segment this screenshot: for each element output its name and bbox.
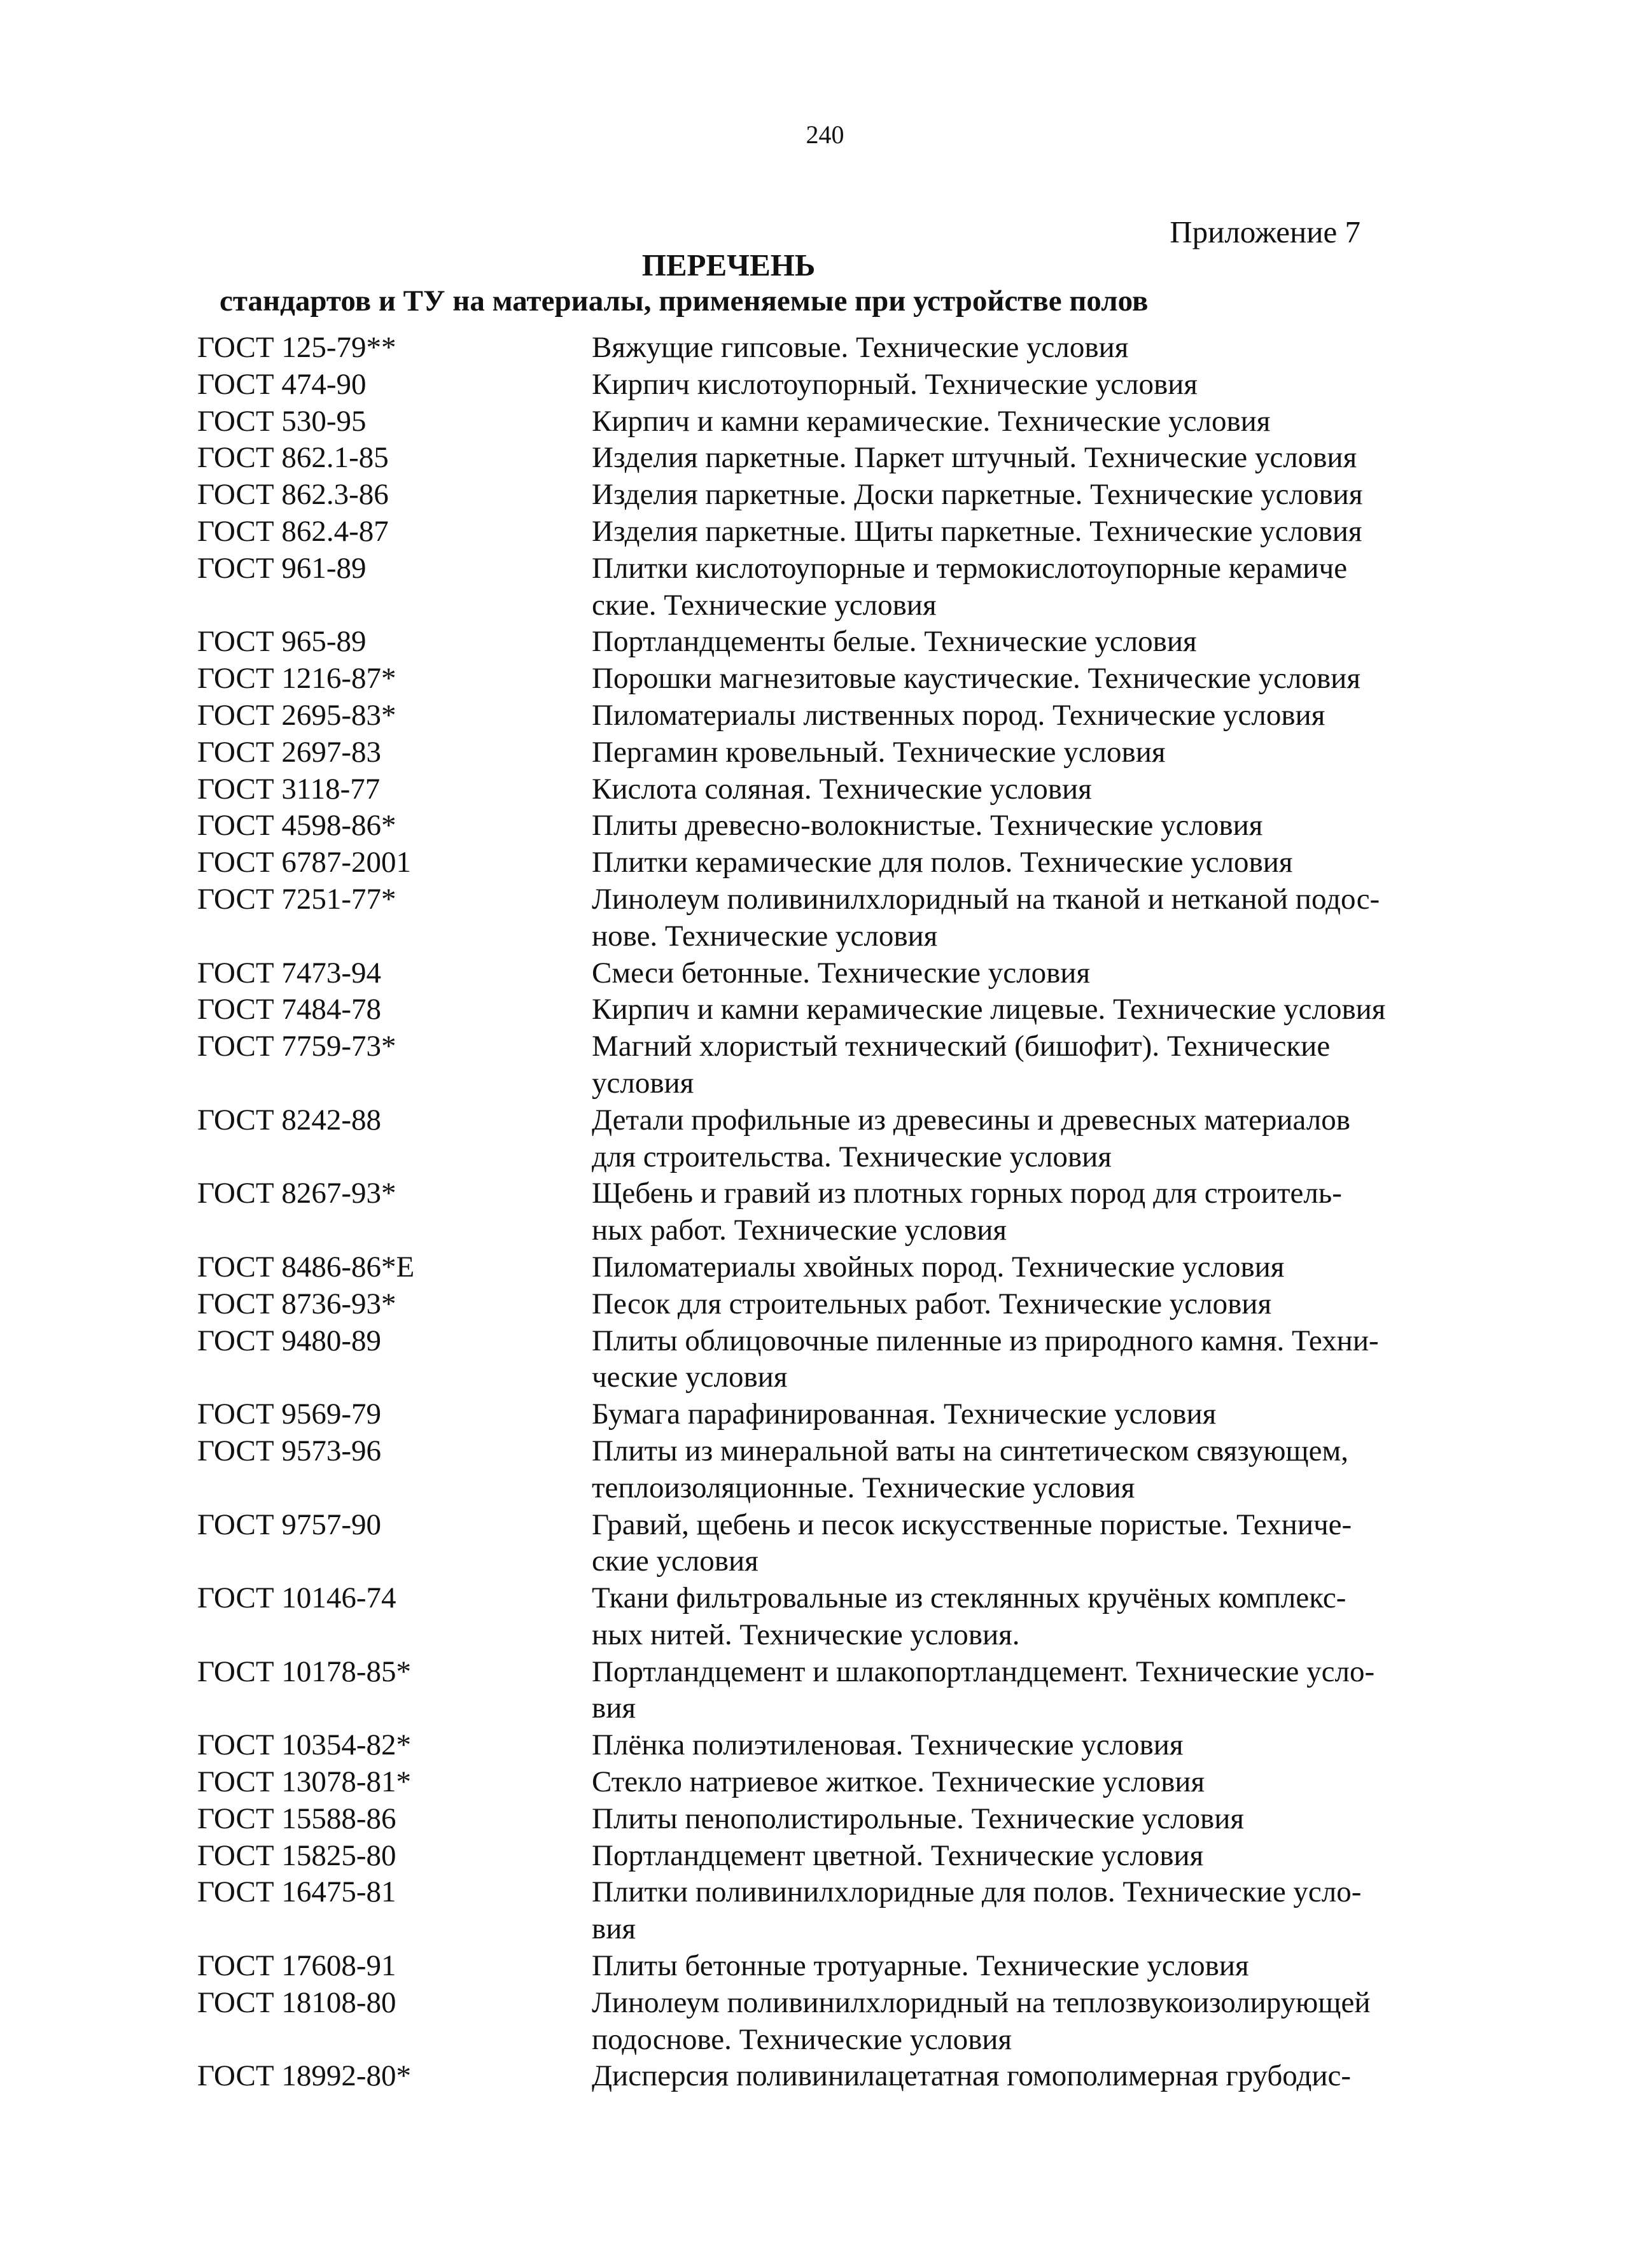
standard-entry [197, 1654, 1470, 1728]
standard-description [592, 1727, 1470, 1764]
description-line: Кирпич кислотоупорный. Технические условия [592, 367, 1198, 401]
standard-entry [197, 514, 1470, 550]
description-line: Пиломатериалы хвойных пород. Технические условия [592, 1250, 1285, 1284]
description-line: Плитки поливинилхлоридные для полов. Технические усло- [592, 1875, 1362, 1909]
description-line: вия [592, 1691, 636, 1725]
standard-description [592, 624, 1470, 661]
description-line: Плиты из минеральной ваты на синтетическом связующем, [592, 1434, 1348, 1467]
standard-code: ГОСТ 18108-80 [197, 1985, 396, 2019]
standard-code: ГОСТ 9573-96 [197, 1434, 381, 1467]
standard-entry [197, 1249, 1470, 1286]
standards-list [197, 330, 1470, 2095]
description-line: Плиты пенополистирольные. Технические условия [592, 1802, 1245, 1835]
description-line: вия [592, 1912, 636, 1946]
description-line: теплоизоляционные. Технические условия [592, 1471, 1135, 1504]
standard-description [592, 955, 1470, 992]
standard-description [592, 1507, 1470, 1581]
standard-code: ГОСТ 7251-77* [197, 882, 396, 916]
standard-description [592, 881, 1470, 955]
description-line: Пергамин кровельный. Технические условия [592, 735, 1166, 769]
standard-entry [197, 440, 1470, 477]
description-line: Плиты бетонные тротуарные. Технические условия [592, 1949, 1249, 1983]
standard-description [592, 1323, 1470, 1397]
standard-entry [197, 477, 1470, 514]
description-line: Портландцемент и шлакопортландцемент. Технические усло- [592, 1655, 1375, 1688]
standard-code: ГОСТ 9480-89 [197, 1324, 381, 1357]
standard-code: ГОСТ 8486-86*Е [197, 1250, 415, 1284]
standard-entry [197, 1727, 1470, 1764]
page-number: 240 [806, 120, 844, 149]
description-line: Изделия паркетные. Паркет штучный. Технические условия [592, 441, 1357, 475]
standard-entry [197, 2058, 1470, 2095]
standard-code: ГОСТ 2697-83 [197, 735, 381, 769]
description-line: Плитки кислотоупорные и термокислотоупорные керамиче [592, 551, 1348, 585]
standard-code: ГОСТ 17608-91 [197, 1949, 396, 1983]
description-line: условия [592, 1066, 694, 1100]
standard-description [592, 1175, 1470, 1249]
standard-description [592, 2058, 1470, 2095]
standard-description [592, 1801, 1470, 1838]
standard-description [592, 330, 1470, 367]
standard-entry [197, 1801, 1470, 1838]
standard-description [592, 1433, 1470, 1507]
description-line: ские условия [592, 1544, 759, 1578]
description-line: Плитки керамические для полов. Технические условия [592, 846, 1293, 879]
standard-description [592, 1286, 1470, 1323]
standard-entry [197, 808, 1470, 844]
description-line: подоснове. Технические условия [592, 2022, 1012, 2056]
standard-description [592, 734, 1470, 771]
standard-entry [197, 1323, 1470, 1397]
standard-entry [197, 1985, 1470, 2059]
standard-code: ГОСТ 965-89 [197, 625, 367, 659]
standard-description [592, 1249, 1470, 1286]
standard-code: ГОСТ 10354-82* [197, 1728, 411, 1762]
standard-entry [197, 403, 1470, 440]
standard-description [592, 514, 1470, 550]
description-line: Порошки магнезитовые каустические. Технические условия [592, 662, 1360, 696]
standard-entry [197, 1948, 1470, 1985]
description-line: Кирпич и камни керамические лицевые. Технические условия [592, 993, 1386, 1026]
standard-description [592, 1102, 1470, 1176]
standard-code: ГОСТ 2695-83* [197, 698, 396, 732]
standard-entry [197, 844, 1470, 881]
standard-entry [197, 991, 1470, 1028]
standard-description [592, 771, 1470, 808]
standard-code: ГОСТ 7759-73* [197, 1030, 396, 1063]
description-line: Плиты облицовочные пиленные из природного камня. Техни- [592, 1324, 1379, 1357]
description-line: Кислота соляная. Технические условия [592, 772, 1092, 806]
description-line: Линолеум поливинилхлоридный на теплозвукоизолирующей [592, 1985, 1371, 2019]
standard-code: ГОСТ 530-95 [197, 404, 367, 438]
standard-description [592, 550, 1470, 624]
standard-description [592, 991, 1470, 1028]
standard-code: ГОСТ 16475-81 [197, 1875, 396, 1909]
standard-description [592, 403, 1470, 440]
standard-description [592, 844, 1470, 881]
description-line: Дисперсия поливинилацетатная гомополимерная грубодис- [592, 2059, 1352, 2093]
standard-entry [197, 1838, 1470, 1875]
standard-code: ГОСТ 9569-79 [197, 1397, 381, 1431]
document-title: ПЕРЕЧЕНЬ [641, 248, 816, 283]
standard-code: ГОСТ 961-89 [197, 551, 367, 585]
standard-code: ГОСТ 6787-2001 [197, 846, 411, 879]
standard-entry [197, 697, 1470, 734]
standard-description [592, 1838, 1470, 1875]
standard-description [592, 1948, 1470, 1985]
standard-code: ГОСТ 8736-93* [197, 1287, 396, 1320]
standard-description [592, 440, 1470, 477]
description-line: ных работ. Технические условия [592, 1214, 1007, 1247]
standard-code: ГОСТ 10178-85* [197, 1655, 411, 1688]
standard-entry [197, 367, 1470, 403]
description-line: Стекло натриевое житкое. Технические условия [592, 1765, 1205, 1799]
standard-entry [197, 1028, 1470, 1102]
description-line: Смеси бетонные. Технические условия [592, 956, 1091, 990]
standard-description [592, 1874, 1470, 1948]
standard-code: ГОСТ 862.4-87 [197, 514, 389, 548]
standard-description [592, 808, 1470, 844]
standard-entry [197, 1507, 1470, 1581]
standard-description [592, 661, 1470, 697]
description-line: Плёнка полиэтиленовая. Технические условия [592, 1728, 1184, 1762]
description-line: Песок для строительных работ. Технические условия [592, 1287, 1272, 1320]
standard-code: ГОСТ 7473-94 [197, 956, 381, 990]
standard-description [592, 1580, 1470, 1654]
description-line: Бумага парафинированная. Технические условия [592, 1397, 1217, 1431]
description-line: Магний хлористый технический (бишофит). Технические [592, 1030, 1331, 1063]
standard-entry [197, 624, 1470, 661]
standard-entry [197, 734, 1470, 771]
description-line: Пиломатериалы лиственных пород. Технические условия [592, 698, 1325, 732]
standard-description [592, 1654, 1470, 1728]
standard-description [592, 477, 1470, 514]
description-line: Гравий, щебень и песок искусственные пористые. Техниче- [592, 1508, 1352, 1541]
standard-entry [197, 881, 1470, 955]
standard-description [592, 367, 1470, 403]
description-line: Линолеум поливинилхлоридный на тканой и нетканой подос- [592, 882, 1380, 916]
description-line: Вяжущие гипсовые. Технические условия [592, 331, 1129, 364]
standard-code: ГОСТ 18992-80* [197, 2059, 411, 2093]
standard-description [592, 1764, 1470, 1801]
standard-entry [197, 1580, 1470, 1654]
standard-description [592, 1028, 1470, 1102]
standard-code: ГОСТ 862.3-86 [197, 478, 389, 512]
standard-code: ГОСТ 15825-80 [197, 1838, 396, 1872]
standard-description [592, 1396, 1470, 1433]
standard-entry [197, 771, 1470, 808]
description-line: ские. Технические условия [592, 588, 937, 622]
standard-code: ГОСТ 15588-86 [197, 1802, 396, 1835]
standard-code: ГОСТ 474-90 [197, 367, 367, 401]
description-line: Ткани фильтровальные из стеклянных кручёных комплекс- [592, 1581, 1346, 1615]
standard-entry [197, 1102, 1470, 1176]
standard-code: ГОСТ 4598-86* [197, 809, 396, 843]
standard-entry [197, 1764, 1470, 1801]
document-subtitle: стандартов и ТУ на материалы, применяемые при устройстве полов [220, 284, 1149, 318]
standard-code: ГОСТ 8267-93* [197, 1177, 396, 1210]
standard-entry [197, 330, 1470, 367]
description-line: Детали профильные из древесины и древесных материалов [592, 1103, 1350, 1137]
standard-code: ГОСТ 1216-87* [197, 662, 396, 696]
description-line: ческие условия [592, 1361, 788, 1394]
description-line: Изделия паркетные. Щиты паркетные. Технические условия [592, 514, 1362, 548]
description-line: Портландцементы белые. Технические условия [592, 625, 1197, 659]
appendix-label: Приложение 7 [1170, 214, 1360, 249]
standard-entry [197, 1433, 1470, 1507]
description-line: Кирпич и камни керамические. Технические условия [592, 404, 1271, 438]
standard-description [592, 1985, 1470, 2059]
standard-entry [197, 1396, 1470, 1433]
standard-code: ГОСТ 9757-90 [197, 1508, 381, 1541]
description-line: для строительства. Технические условия [592, 1140, 1112, 1173]
standard-code: ГОСТ 7484-78 [197, 993, 381, 1026]
standard-code: ГОСТ 862.1-85 [197, 441, 389, 475]
standard-entry [197, 1286, 1470, 1323]
description-line: Щебень и гравий из плотных горных пород для строитель- [592, 1177, 1342, 1210]
description-line: нове. Технические условия [592, 919, 938, 953]
description-line: Изделия паркетные. Доски паркетные. Технические условия [592, 478, 1363, 512]
standard-code: ГОСТ 13078-81* [197, 1765, 411, 1799]
standard-entry [197, 550, 1470, 624]
description-line: Плиты древесно-волокнистые. Технические условия [592, 809, 1263, 843]
standard-entry [197, 1175, 1470, 1249]
standard-entry [197, 1874, 1470, 1948]
description-line: Портландцемент цветной. Технические условия [592, 1838, 1204, 1872]
standard-entry [197, 955, 1470, 992]
standard-description [592, 697, 1470, 734]
standard-code: ГОСТ 8242-88 [197, 1103, 381, 1137]
standard-entry [197, 661, 1470, 697]
standard-code: ГОСТ 10146-74 [197, 1581, 396, 1615]
standard-code: ГОСТ 125-79** [197, 331, 396, 364]
standard-code: ГОСТ 3118-77 [197, 772, 381, 806]
description-line: ных нитей. Технические условия. [592, 1618, 1020, 1651]
